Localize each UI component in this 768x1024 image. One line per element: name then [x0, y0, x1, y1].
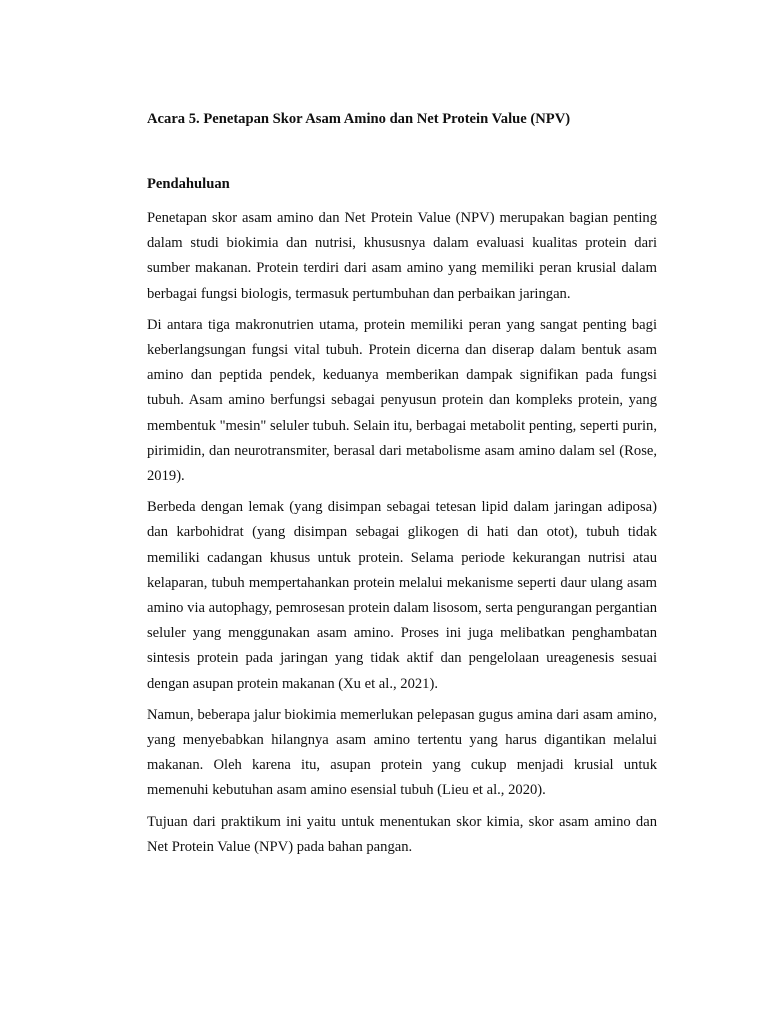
paragraph: Berbeda dengan lemak (yang disimpan sebagai tetesan lipid dalam jaringan adiposa) dan karbohidrat (yang disimpan sebagai glikogen di hati dan otot), tubuh tidak memiliki cadangan khusus untuk protein. Selama periode kekurangan nutrisi atau kelaparan, tubuh mempertahankan protein melalui mekanisme seperti daur ulang asam amino via autophagy, pemrosesan protein dalam lisosom, serta pengurangan pergantian seluler yang menggunakan asam amino. Proses ini juga melibatkan penghambatan sintesis protein pada jaringan yang tidak aktif dan pengelolaan ureagenesis sesuai dengan asupan protein makanan (Xu et al., 2021). [147, 499, 657, 692]
document-page [147, 0, 657, 1024]
document-body [147, 206, 657, 866]
paragraph: Penetapan skor asam amino dan Net Protein Value (NPV) merupakan bagian penting dalam studi biokimia dan nutrisi, khususnya dalam evaluasi kualitas protein dari sumber makanan. Protein terdiri dari asam amino yang memiliki peran krusial dalam berbagai fungsi biologis, termasuk pertumbuhan dan perbaikan jaringan. [147, 210, 657, 302]
section-heading: Pendahuluan [147, 176, 230, 192]
paragraph: Di antara tiga makronutrien utama, protein memiliki peran yang sangat penting bagi keberlangsungan fungsi vital tubuh. Protein dicerna dan diserap dalam bentuk asam amino dan peptida pendek, keduanya memberikan dampak signifikan pada fungsi tubuh. Asam amino berfungsi sebagai penyusun protein dan kompleks protein, yang membentuk "mesin" seluler tubuh. Selain itu, berbagai metabolit penting, seperti purin, pirimidin, dan neurotransmiter, berasal dari metabolisme asam amino dalam sel (Rose, 2019). [147, 316, 657, 485]
document-title: Acara 5. Penetapan Skor Asam Amino dan Net Protein Value (NPV) [147, 111, 571, 127]
paragraph: Tujuan dari praktikum ini yaitu untuk menentukan skor kimia, skor asam amino dan Net Protein Value (NPV) pada bahan pangan. [147, 813, 657, 855]
paragraph: Namun, beberapa jalur biokimia memerlukan pelepasan gugus amina dari asam amino, yang menyebabkan hilangnya asam amino tertentu yang harus digantikan melalui makanan. Oleh karena itu, asupan protein yang cukup menjadi krusial untuk memenuhi kebutuhan asam amino esensial tubuh (Lieu et al., 2020). [147, 706, 657, 799]
